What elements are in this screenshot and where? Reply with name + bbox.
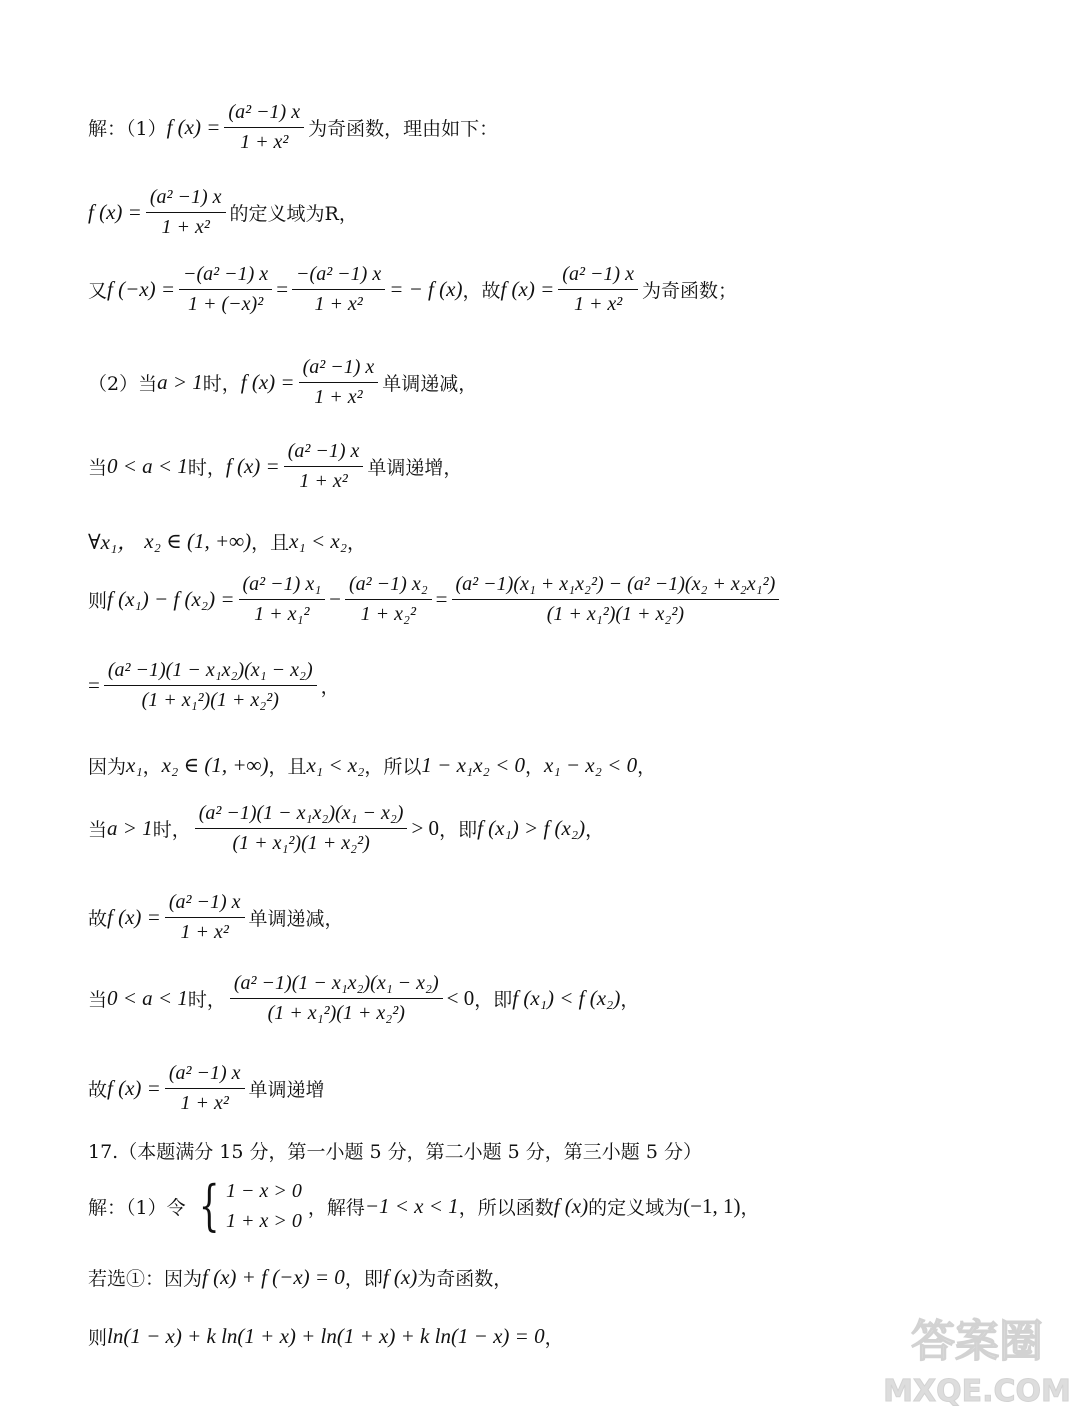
row-1: 1 − x > 0 [225, 1180, 302, 1202]
math-lhs-2: f (x) = [500, 277, 555, 301]
text: ， [525, 756, 545, 778]
text: ， [347, 531, 367, 554]
condition: a > 1 [107, 816, 153, 840]
fraction-2 [345, 573, 432, 626]
fraction [104, 659, 317, 712]
math-rhs: = − f (x) [389, 277, 463, 301]
math: −1 < x < 1 [364, 1193, 459, 1218]
left-brace: { [198, 1174, 220, 1237]
numerator: (a² −1)(1 − x₁x₂)(x₁ − x₂) [104, 659, 317, 686]
fraction [195, 802, 408, 855]
denominator: (1 + x₁²)(1 + x₂²) [267, 1002, 405, 1024]
part2-increasing [88, 440, 462, 493]
text: 单调递增 [248, 1079, 325, 1101]
math: ∀x₁， [88, 530, 139, 554]
math-lhs: f (−x) = [107, 277, 175, 301]
text: ， [620, 989, 640, 1011]
heading-text: 17.（本题满分 15 分，第一小题 5 分，第二小题 5 分，第三小题 5 分） [88, 1141, 702, 1163]
fraction [165, 1062, 245, 1115]
text: 若选①：因为 [88, 1268, 203, 1290]
label: 解：（1） [88, 118, 167, 140]
watermark-line2: MXQE.COM [883, 1374, 1071, 1409]
fraction [284, 440, 364, 493]
text: ，即 [344, 1268, 383, 1290]
numerator: (a² −1) x [165, 891, 245, 918]
math-lhs: f (x) = [166, 115, 221, 139]
numerator: (a² −1) x [165, 1062, 245, 1089]
numerator: (a² −1) x₂ [345, 573, 432, 600]
log-equation-line [88, 1323, 564, 1350]
numerator: (a² −1) x [284, 440, 364, 467]
question-17-heading [88, 1137, 702, 1164]
text: 时， [202, 373, 241, 395]
math: 1 − x₁x₂ < 0 [421, 753, 525, 777]
relation: > 0 [411, 816, 440, 840]
text: 解：（1）令 [88, 1196, 186, 1219]
text: （2）当 [88, 373, 158, 395]
text: 因为 [88, 756, 127, 778]
result: f (x₁) > f (x₂) [477, 816, 586, 840]
equals: = [276, 277, 289, 301]
text: 则 [88, 1327, 108, 1349]
text: 单调递减， [382, 373, 478, 395]
text: 又 [88, 280, 108, 302]
condition: 0 < a < 1 [107, 454, 188, 478]
text: 当 [88, 989, 108, 1011]
because-line [88, 752, 656, 779]
text: ， [740, 1196, 760, 1219]
numerator: −(a² −1) x [179, 263, 272, 290]
text: 当 [88, 819, 108, 841]
denominator: 1 + x² [573, 293, 623, 315]
denominator: 1 + x₂² [360, 603, 416, 625]
math-lhs: f (x) = [107, 1076, 161, 1100]
math: (−1, 1) [683, 1193, 741, 1218]
numerator: (a² −1)(x₁ + x₁x₂²) − (a² −1)(x₂ + x₂x₁²) [452, 573, 780, 600]
text: ，所以函数 [458, 1196, 554, 1219]
condition: 0 < a < 1 [107, 986, 188, 1010]
numerator: (a² −1) x [299, 356, 379, 383]
fraction-3 [452, 573, 780, 626]
denominator: 1 + x² [240, 131, 289, 153]
system-rows [226, 1176, 302, 1236]
denominator: 1 + x₁² [254, 603, 310, 625]
text: 时， [187, 457, 226, 479]
fraction [299, 356, 379, 409]
text: 单调递增， [367, 457, 463, 479]
forall-line [88, 526, 366, 556]
denominator: 1 + x² [180, 1092, 229, 1114]
case-a-gt-1 [88, 802, 604, 855]
fraction-2 [292, 263, 385, 316]
math: x₁ − x₂ < 0 [544, 753, 638, 777]
numerator: (a² −1) x [146, 186, 226, 213]
conclusion-increasing [88, 1062, 325, 1115]
fraction-1 [179, 263, 272, 316]
row-2: 1 + x > 0 [225, 1210, 302, 1232]
math: f (x) [382, 1265, 418, 1289]
condition: a > 1 [157, 370, 203, 394]
equals: = [435, 587, 448, 611]
numerator: (a² −1) x [558, 263, 638, 290]
text: ，解得 [307, 1196, 365, 1219]
denominator: (1 + x₁²)(1 + x₂²) [141, 689, 279, 711]
conclusion-decreasing [88, 891, 344, 944]
denominator: 1 + (−x)² [188, 293, 264, 315]
fraction [165, 891, 245, 944]
denominator: 1 + x² [314, 386, 363, 408]
math: f (x) [553, 1193, 589, 1218]
fraction [224, 101, 304, 154]
difference-line [88, 573, 783, 626]
math: f (x) + f (−x) = 0 [202, 1265, 345, 1289]
denominator: 1 + x² [161, 216, 210, 238]
text: 的定义域为 [588, 1196, 684, 1219]
math-lhs: f (x) = [88, 200, 142, 224]
fraction-3 [558, 263, 638, 316]
denominator: (1 + x₁²)(1 + x₂²) [232, 832, 370, 854]
q17-part1 [88, 1176, 759, 1236]
text: 为奇函数； [641, 280, 737, 302]
text: ， [544, 1327, 564, 1349]
text: ， [320, 676, 340, 698]
text: 当 [88, 457, 108, 479]
math-lhs: f (x) = [225, 454, 280, 478]
text: ，即 [439, 819, 478, 841]
numerator: −(a² −1) x [292, 263, 385, 290]
equals: = [88, 673, 100, 697]
text: ，所以 [364, 756, 422, 778]
solution-part1-intro [88, 101, 498, 154]
text: ，故 [462, 280, 501, 302]
watermark-line1: 答案圈 [911, 1316, 1043, 1367]
odd-proof-line [88, 263, 737, 316]
text: 的定义域为R， [229, 203, 358, 225]
text: 故 [88, 1079, 108, 1101]
fraction [230, 972, 443, 1025]
minus: − [329, 587, 341, 611]
text: 则 [88, 590, 108, 612]
text: ，且 [268, 756, 307, 778]
text: ， [142, 756, 162, 778]
watermark-logo [882, 1301, 1072, 1411]
simplified-line [88, 659, 340, 712]
relation: < 0 [446, 986, 475, 1010]
text: ， [637, 756, 657, 778]
numerator: (a² −1)(1 − x₁x₂)(x₁ − x₂) [195, 802, 408, 829]
denominator: (1 + x₁²)(1 + x₂²) [546, 603, 685, 625]
math-lhs: f (x) = [240, 370, 295, 394]
option1-line [88, 1264, 512, 1291]
inequality-system [192, 1176, 302, 1236]
part2-decreasing [88, 356, 477, 409]
fraction [146, 186, 226, 239]
math: x₁ [126, 753, 143, 777]
text: 为奇函数， [417, 1268, 513, 1290]
case-a-lt-1 [88, 972, 639, 1025]
text: ，即 [474, 989, 513, 1011]
denominator: 1 + x² [299, 470, 348, 492]
math: ln(1 − x) + k ln(1 + x) + ln(1 + x) + k ln(1 − x) = 0 [107, 1324, 545, 1348]
numerator: (a² −1) x [224, 101, 304, 128]
math: x₁ < x₂ [289, 528, 348, 553]
text: 故 [88, 908, 108, 930]
text: 为奇函数，理由如下： [308, 118, 499, 140]
denominator: 1 + x² [180, 921, 229, 943]
text: 时， [187, 989, 226, 1011]
text: ， [585, 819, 605, 841]
math-lhs: f (x) = [107, 905, 161, 929]
result: f (x₁) < f (x₂) [512, 986, 621, 1010]
text: 时， [152, 819, 191, 841]
denominator: 1 + x² [314, 293, 363, 315]
text: ，且 [251, 531, 290, 554]
text: 单调递减， [248, 908, 344, 930]
numerator: (a² −1)(1 − x₁x₂)(x₁ − x₂) [230, 972, 443, 999]
fraction-1 [239, 573, 326, 626]
math: x₂ ∈ (1, +∞) [161, 753, 269, 777]
math: x₁ < x₂ [306, 753, 365, 777]
numerator: (a² −1) x₁ [239, 573, 326, 600]
math: x₂ ∈ (1, +∞) [144, 528, 252, 553]
math-lhs: f (x₁) − f (x₂) = [107, 587, 235, 611]
domain-line [88, 186, 358, 239]
